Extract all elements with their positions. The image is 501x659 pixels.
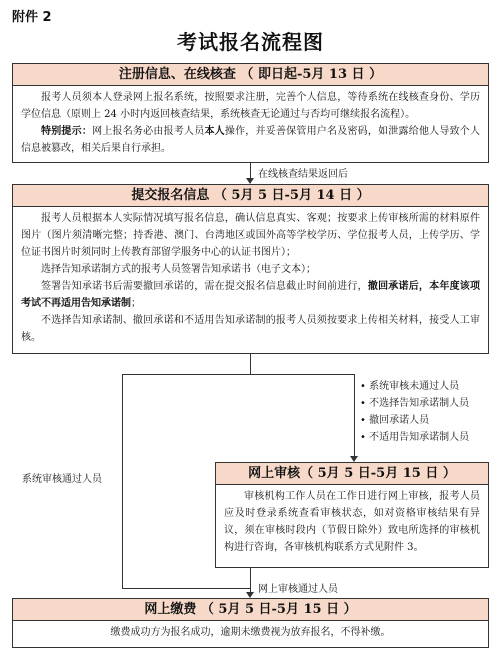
step2-text-3b: ； (131, 298, 141, 309)
step3-header: 网上审核（ 5月 5 日-5月 15 日 ） (215, 462, 489, 485)
step2-text-4: 不选择告知承诺制、撤回承诺和不适用告知承诺制的报考人员须按要求上传相关材料，接受人工审核。 (21, 315, 480, 343)
step1-header: 注册信息、在线核查 （ 即日起-5月 13 日 ） (12, 63, 489, 86)
step4-body (12, 620, 489, 648)
step1-tip (21, 123, 480, 157)
step2-text-3 (21, 278, 480, 312)
step3-text: 审核机构工作人员在工作日进行网上审核，报考人员应及时登录系统查看审核状态，如对资格审核结果有异议，须在审核时段内（节假日除外）致电所选择的审核机构进行咨询，各审核机构联系方式见附件 3。 (224, 491, 480, 553)
step4-text: 缴费成功方为报名成功，逾期未缴费视为放弃报名，不得补缴。 (110, 627, 391, 638)
step4-header: 网上缴费 （ 5月 5 日-5月 15 日 ） (12, 598, 489, 621)
tip-bold: 本人 (204, 126, 225, 137)
step2-text-3a: 签署告知承诺书后需要撤回承诺的，需在提交报名信息截止时间前进行， (41, 281, 368, 292)
branch-line-horizontal (122, 374, 355, 375)
step2-header: 提交报名信息 （ 5月 5 日-5月 14 日 ） (12, 184, 489, 207)
step1-body (12, 85, 489, 163)
bullet-item: • 撤回承诺人员 (360, 412, 469, 429)
connector-label-3: 网上审核通过人员 (258, 584, 338, 595)
bullet-item: • 不适用告知承诺制人员 (360, 429, 469, 446)
branch-line-bottom (122, 588, 251, 589)
connector-line-3 (250, 568, 251, 592)
connector-line-1 (250, 163, 251, 178)
fail-bullets (360, 378, 469, 446)
step2-text-1: 报考人员根据本人实际情况填写报名信息，确认信息真实、客观；按要求上传审核所需的材料原件图片（图片须清晰完整；持香港、澳门、台湾地区或国外高等学校学历、学位报考人员，上传学历、学位证书图片时须同时上传教育部留学服务中心的认证书图片）； (21, 213, 480, 258)
step2-body (12, 206, 489, 354)
bullet-item: • 不选择告知承诺制人员 (360, 395, 469, 412)
branch-line-left (122, 374, 123, 589)
tip-label: 特别提示： (41, 126, 93, 137)
step1-text: 报考人员须本人登录网上报名系统，按照要求注册，完善个人信息，等待系统在线核查身份、学历学位信息（原则上 24 小时内返回核查结果，系统核查无论通过与否均可继续报名流程）。 (21, 92, 480, 120)
tip-text-a: 网上报名务必由报考人员 (92, 126, 205, 137)
branch-line-top (250, 354, 251, 374)
branch-line-right (354, 374, 355, 456)
attachment-label: 附件 2 (12, 10, 52, 25)
connector-label-1: 在线核查结果返回后 (258, 169, 348, 180)
step3-body (215, 484, 489, 568)
step2-text-3-bold: 撤回承诺后，本年度该项考试不再适用告知承诺制 (21, 281, 481, 309)
pass-label: 系统审核通过人员 (22, 474, 102, 485)
page-title: 考试报名流程图 (177, 30, 324, 54)
tip-text-b: 操作，并妥善保管用户名及密码，如泄露给他人导致个人信息被篡改，相关后果自行承担。 (21, 126, 481, 154)
bullet-item: • 系统审核未通过人员 (360, 378, 469, 395)
step2-text-2: 选择告知承诺制方式的报考人员签署告知承诺书（电子文本）； (41, 264, 316, 275)
